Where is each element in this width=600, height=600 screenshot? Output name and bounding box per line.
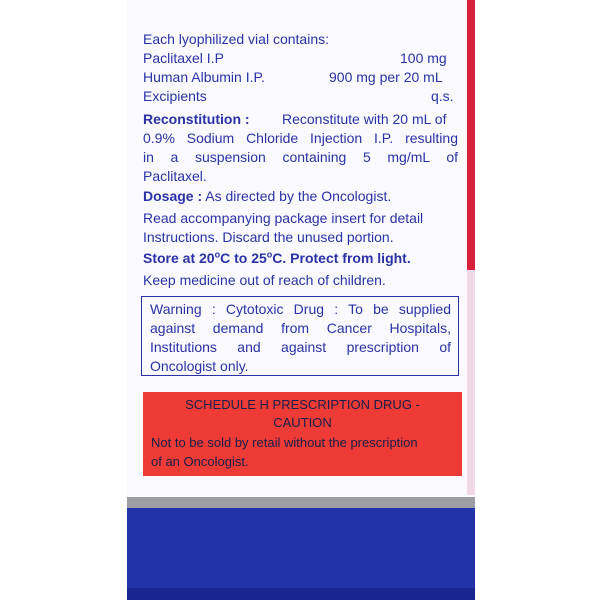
blue-stripe (127, 508, 475, 588)
blue-stripe-bottom (127, 588, 475, 600)
reconstitution-text: Reconstitute with 20 mL of (282, 111, 447, 127)
carton-red-edge (467, 0, 475, 270)
storage-text: Store at 20 (143, 250, 215, 266)
ingredient-name: Excipients (143, 88, 207, 104)
dosage-label: Dosage : (143, 188, 203, 204)
children-note: Keep medicine out of reach of children. (143, 272, 386, 288)
degree-mark: o (214, 249, 221, 260)
warning-text: Oncologist only. (150, 358, 249, 374)
carton-pink-edge (467, 270, 475, 495)
ingredient-name: Human Albumin I.P. (143, 69, 265, 85)
reconstitution-label: Reconstitution : (143, 111, 250, 127)
warning-text: Warning : Cytotoxic Drug : To be supplied (150, 301, 451, 317)
reconstitution-text: 0.9% Sodium Chloride Injection I.P. resulting (143, 130, 458, 146)
ingredient-amount: 900 mg per 20 mL (329, 69, 443, 85)
reconstitution-text: Paclitaxel. (143, 168, 207, 184)
reconstitution-text: in a suspension containing 5 mg/mL of (143, 149, 458, 165)
insert-note: Instructions. Discard the unused portion. (143, 229, 394, 245)
composition-heading: Each lyophilized vial contains: (143, 31, 329, 47)
warning-text: Institutions and against prescription of (150, 339, 451, 355)
dosage-line (143, 188, 391, 205)
storage-instruction (143, 250, 411, 267)
caution-heading: CAUTION (273, 415, 332, 430)
warning-text: against demand from Cancer Hospitals, (150, 320, 451, 336)
storage-text: C. Protect from light. (272, 250, 411, 266)
storage-text: C to 25 (220, 250, 267, 266)
dosage-text: As directed by the Oncologist. (205, 188, 392, 204)
gray-stripe (127, 497, 475, 508)
caution-text: Not to be sold by retail without the prescription (151, 435, 418, 450)
caution-heading: SCHEDULE H PRESCRIPTION DRUG - (185, 397, 420, 412)
insert-note: Read accompanying package insert for detail (143, 210, 424, 226)
caution-text: of an Oncologist. (151, 454, 249, 469)
degree-mark: o (266, 249, 273, 260)
ingredient-amount: 100 mg (400, 50, 447, 66)
ingredient-amount: q.s. (431, 88, 454, 104)
ingredient-name: Paclitaxel I.P (143, 50, 224, 66)
